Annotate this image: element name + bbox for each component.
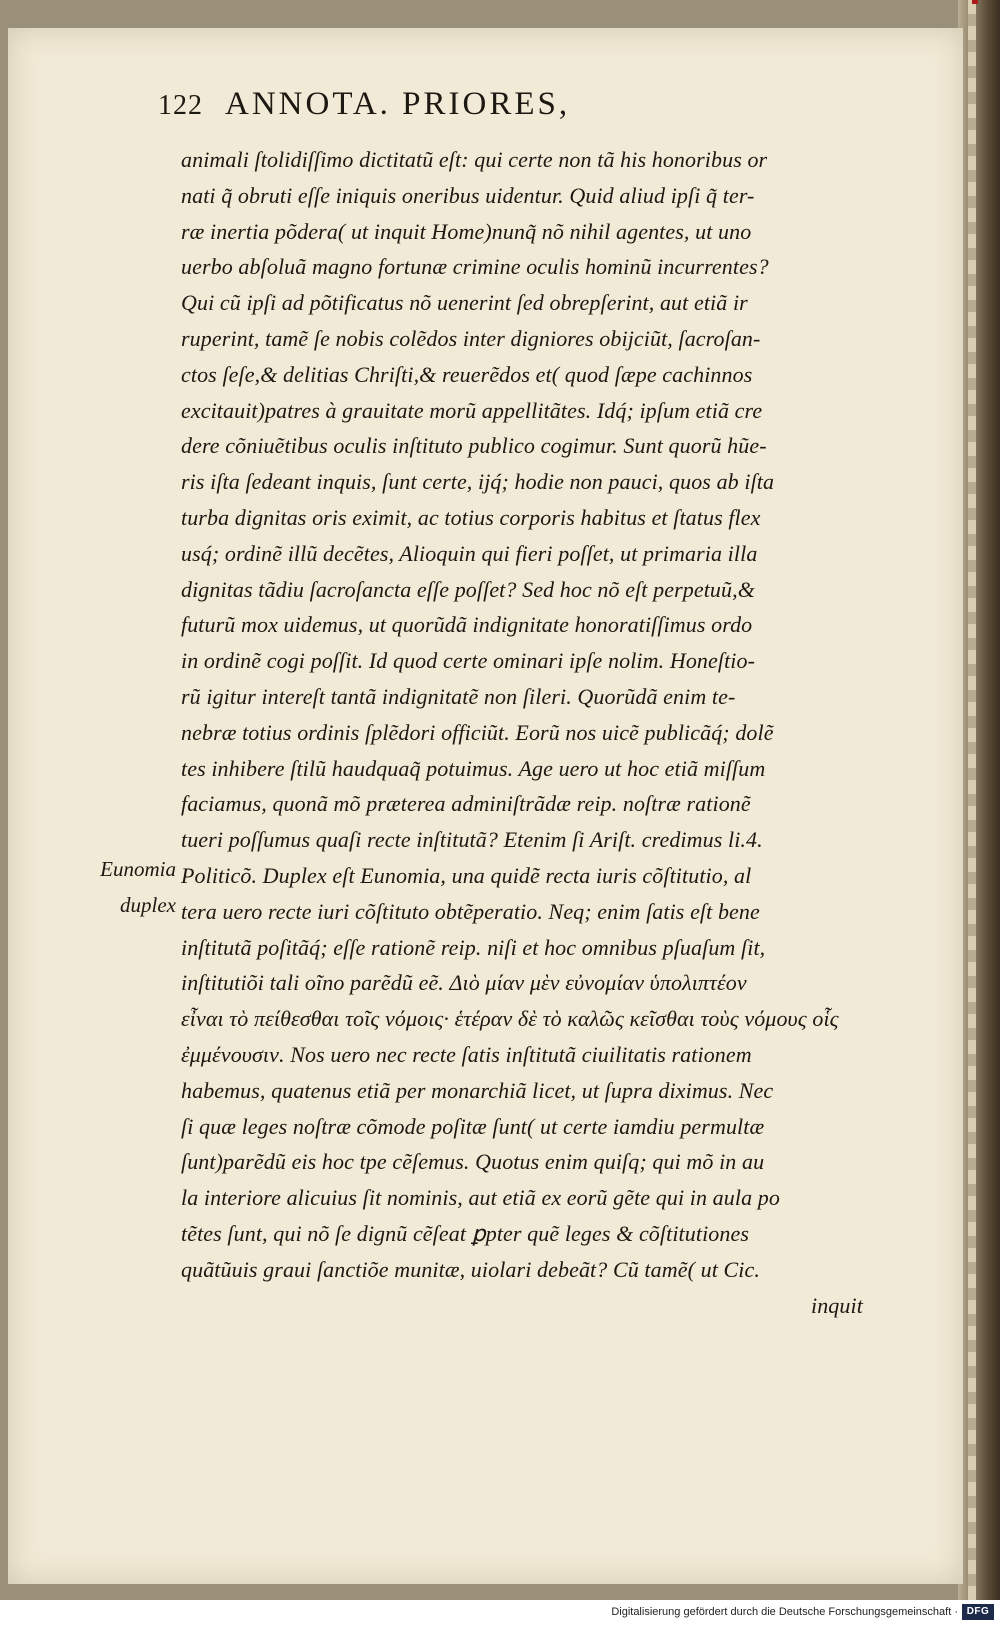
text-line: ſunt)parẽdũ eis hoc tpe cẽſemus. Quotus enim quiſq; qui mõ in au <box>181 1149 765 1175</box>
text-line: ruperint, tamẽ ſe nobis colẽdos inter digniores obijciũt, ſacroſan- <box>181 325 761 351</box>
text-line: inſtitutã poſitãq́; eſſe rationẽ reip. niſi et hoc omnibus pſuaſum ſit, <box>181 934 766 960</box>
text-line: tes inhibere ſtilũ haudquaq̃ potuimus. Age uero ut hoc etiã miſſum <box>181 755 766 781</box>
text-line: uerbo abſoluã magno fortunæ crimine oculis hominũ incurrentes? <box>181 254 769 280</box>
text-line: εἶναι τὸ πείθεσθαι τοῖς νόμοις· ἑτέραν δὲ τὸ καλῶς κεῖσθαι τοὺς νόμους οἷς <box>181 1006 839 1032</box>
body-text <box>181 142 931 1323</box>
catchword: inquit <box>811 1292 863 1318</box>
text-line: futurũ mox uidemus, ut quorũdã indignitate honoratiſſimus ordo <box>181 612 753 638</box>
margin-note: Eunomia <box>100 857 176 881</box>
dfg-logo: DFG <box>962 1604 994 1620</box>
text-line: ſi quæ leges noſtræ cõmode poſitæ ſunt( ut certe iamdiu permultæ <box>181 1113 765 1139</box>
text-line: faciamus, quonã mõ præterea adminiſtrãdæ reip. noſtræ rationẽ <box>181 791 751 817</box>
binding-strip <box>968 0 976 1600</box>
footer <box>0 1600 1000 1627</box>
text-line: tera uero recte iuri cõſtituto obtẽperatio. Neq; enim ſatis eſt bene <box>181 898 760 924</box>
footer-credit: Digitalisierung gefördert durch die Deutsche Forschungsgemeinschaft · <box>611 1606 958 1618</box>
margin-note: duplex <box>120 892 176 917</box>
text-line: nati q̃ obruti eſſe iniquis oneribus uidentur. Quid aliud ipſi q̃ ter- <box>181 182 755 208</box>
text-line: ræ inertia põdera( ut inquit Home)nunq̃ nõ nihil agentes, ut uno <box>181 218 752 244</box>
text-line: turba dignitas oris eximit, ac totius corporis habitus et ſtatus flex <box>181 504 761 530</box>
text-line: ris iſta ſedeant inquis, ſunt certe, ijq́; hodie non pauci, quos ab iſta <box>181 469 775 495</box>
text-line: quãtũuis graui ſanctiõe munitæ, uiolari debeãt? Cũ tamẽ( ut Cic. <box>181 1256 760 1282</box>
text-line: habemus, quatenus etiã per monarchiã licet, ut ſupra diximus. Nec <box>181 1077 774 1103</box>
margin-notes <box>66 852 176 924</box>
text-line: in ordinẽ cogi poſſit. Id quod certe ominari ipſe nolim. Honeſtio- <box>181 648 756 674</box>
text-line: dere cõniuẽtibus oculis inſtituto publico cogimur. Sunt quorũ hũe- <box>181 433 767 459</box>
red-marker <box>972 0 978 4</box>
text-line: usq́; ordinẽ illũ decẽtes, Alioquin qui fieri poſſet, ut primaria illa <box>181 540 758 566</box>
text-line: nebræ totius ordinis ſplẽdori officiũt. Eorũ nos uicẽ publicãq́; dolẽ <box>181 719 774 745</box>
text-line: tueri poſſumus quaſi recte inſtitutã? Etenim ſi Ariſt. credimus li.4. <box>181 827 763 853</box>
text-line: Qui cũ ipſi ad põtificatus nõ uenerint ſed obrepſerint, aut etiã ir <box>181 290 748 316</box>
text-line: ctos ſeſe,& delitias Chriſti,& reuerẽdos et( quod ſæpe cachinnos <box>181 361 753 387</box>
text-line: rũ igitur intereſt tantã indignitatẽ non ſileri. Quorũdã enim te- <box>181 683 736 709</box>
text-line: dignitas tãdiu ſacroſancta eſſe poſſet? Sed hoc nõ eſt perpetuũ,& <box>181 576 755 602</box>
text-line: inſtitutiõi tali oĩno parẽdũ eẽ. Διὸ μίαν μὲν εὐνομίαν ὑπολιπτέον <box>181 970 747 996</box>
running-title: ANNOTA. PRIORES, <box>225 86 571 122</box>
book-binding <box>958 0 1000 1600</box>
text-line: animali ſtolidiſſimo dictitatũ eſt: qui certe non tã his honoribus or <box>181 147 768 172</box>
page-number: 122 <box>158 90 203 121</box>
text-line: ἐμμένουσιν. Nos uero nec recte ſatis inſtitutã ciuilitatis rationem <box>181 1041 752 1067</box>
page-header <box>158 86 570 136</box>
text-line: la interiore alicuius ſit nominis, aut etiã ex eorũ gẽte qui in aula po <box>181 1185 780 1211</box>
text-line: excitauit)patres à grauitate morũ appellitãtes. Idq́; ipſum etiã cre <box>181 397 763 423</box>
text-line: tẽtes ſunt, qui nõ ſe dignũ cẽſeat ꝑpter quẽ leges & cõſtitutiones <box>181 1220 750 1246</box>
text-line: Politicõ. Duplex eſt Eunomia, una quidẽ recta iuris cõſtitutio, al <box>181 862 752 888</box>
